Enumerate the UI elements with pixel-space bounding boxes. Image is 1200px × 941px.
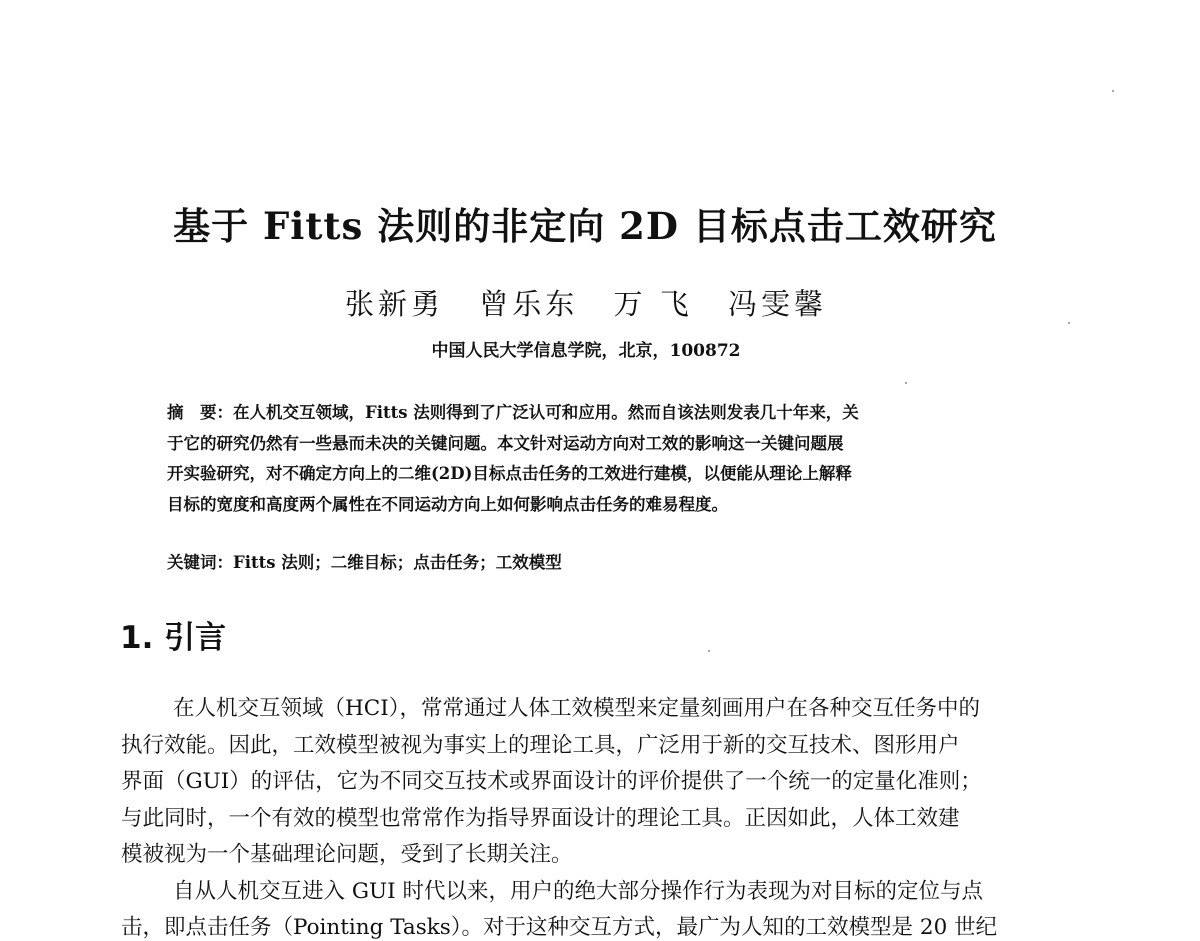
abstract <box>167 398 1017 520</box>
abstract-line <box>167 398 1017 429</box>
body-line: 击，即点击任务（Pointing Tasks）。对于这种交互方式，最广为人知的工效模型是 20 世纪 <box>121 915 998 940</box>
author-name: 张新勇 <box>345 287 445 321</box>
body-line: 与此同时，一个有效的模型也常常作为指导界面设计的理论工具。正因如此，人体工效建 <box>121 805 960 831</box>
author-list <box>0 282 1172 323</box>
scan-speck <box>1068 322 1070 324</box>
section-heading <box>120 612 226 657</box>
section-title: 引言 <box>164 620 227 656</box>
keywords <box>167 549 562 573</box>
author-name: 冯雯馨 <box>727 287 827 321</box>
paper-title: 基于 Fitts 法则的非定向 2D 目标点击工效研究 <box>173 204 997 248</box>
body-line: 在人机交互领域（HCI），常常通过人体工效模型来定量刻画用户在各种交互任务中的 <box>173 696 980 721</box>
abstract-line: 开实验研究，对不确定方向上的二维(2D)目标点击任务的工效进行建模，以便能从理论上解释 <box>167 464 852 483</box>
scan-speck <box>708 650 710 652</box>
affiliation: 中国人民大学信息学院，北京，100872 <box>431 341 741 361</box>
body-line: 执行效能。因此，工效模型被视为事实上的理论工具，广泛用于新的交互技术、图形用户 <box>121 732 960 758</box>
keywords-text: Fitts 法则；二维目标；点击任务；工效模型 <box>233 553 562 572</box>
section-number: 1. <box>120 620 154 656</box>
body-text <box>121 691 1061 941</box>
abstract-label: 摘 要： <box>167 403 233 422</box>
abstract-line: 于它的研究仍然有一些悬而未决的关键问题。本文针对运动方向对工效的影响这一关键问题展 <box>167 433 844 453</box>
keywords-label: 关键词： <box>167 553 233 572</box>
body-line: 界面（GUI）的评估，它为不同交互技术或界面设计的评价提供了一个统一的定量化准则； <box>121 769 982 794</box>
body-line: 模被视为一个基础理论问题，受到了长期关注。 <box>121 842 573 867</box>
author-name: 万 飞 <box>613 287 693 321</box>
scan-speck <box>905 382 907 384</box>
abstract-text: 在人机交互领域，Fitts 法则得到了广泛认可和应用。然而自该法则发表几十年来，关 <box>233 403 859 422</box>
scan-speck <box>1112 90 1114 92</box>
author-name: 曾乐东 <box>479 287 579 321</box>
abstract-line: 目标的宽度和高度两个属性在不同运动方向上如何影响点击任务的难易程度。 <box>167 494 728 514</box>
body-line: 自从人机交互进入 GUI 时代以来，用户的绝大部分操作行为表现为对目标的定位与点 <box>173 878 983 904</box>
